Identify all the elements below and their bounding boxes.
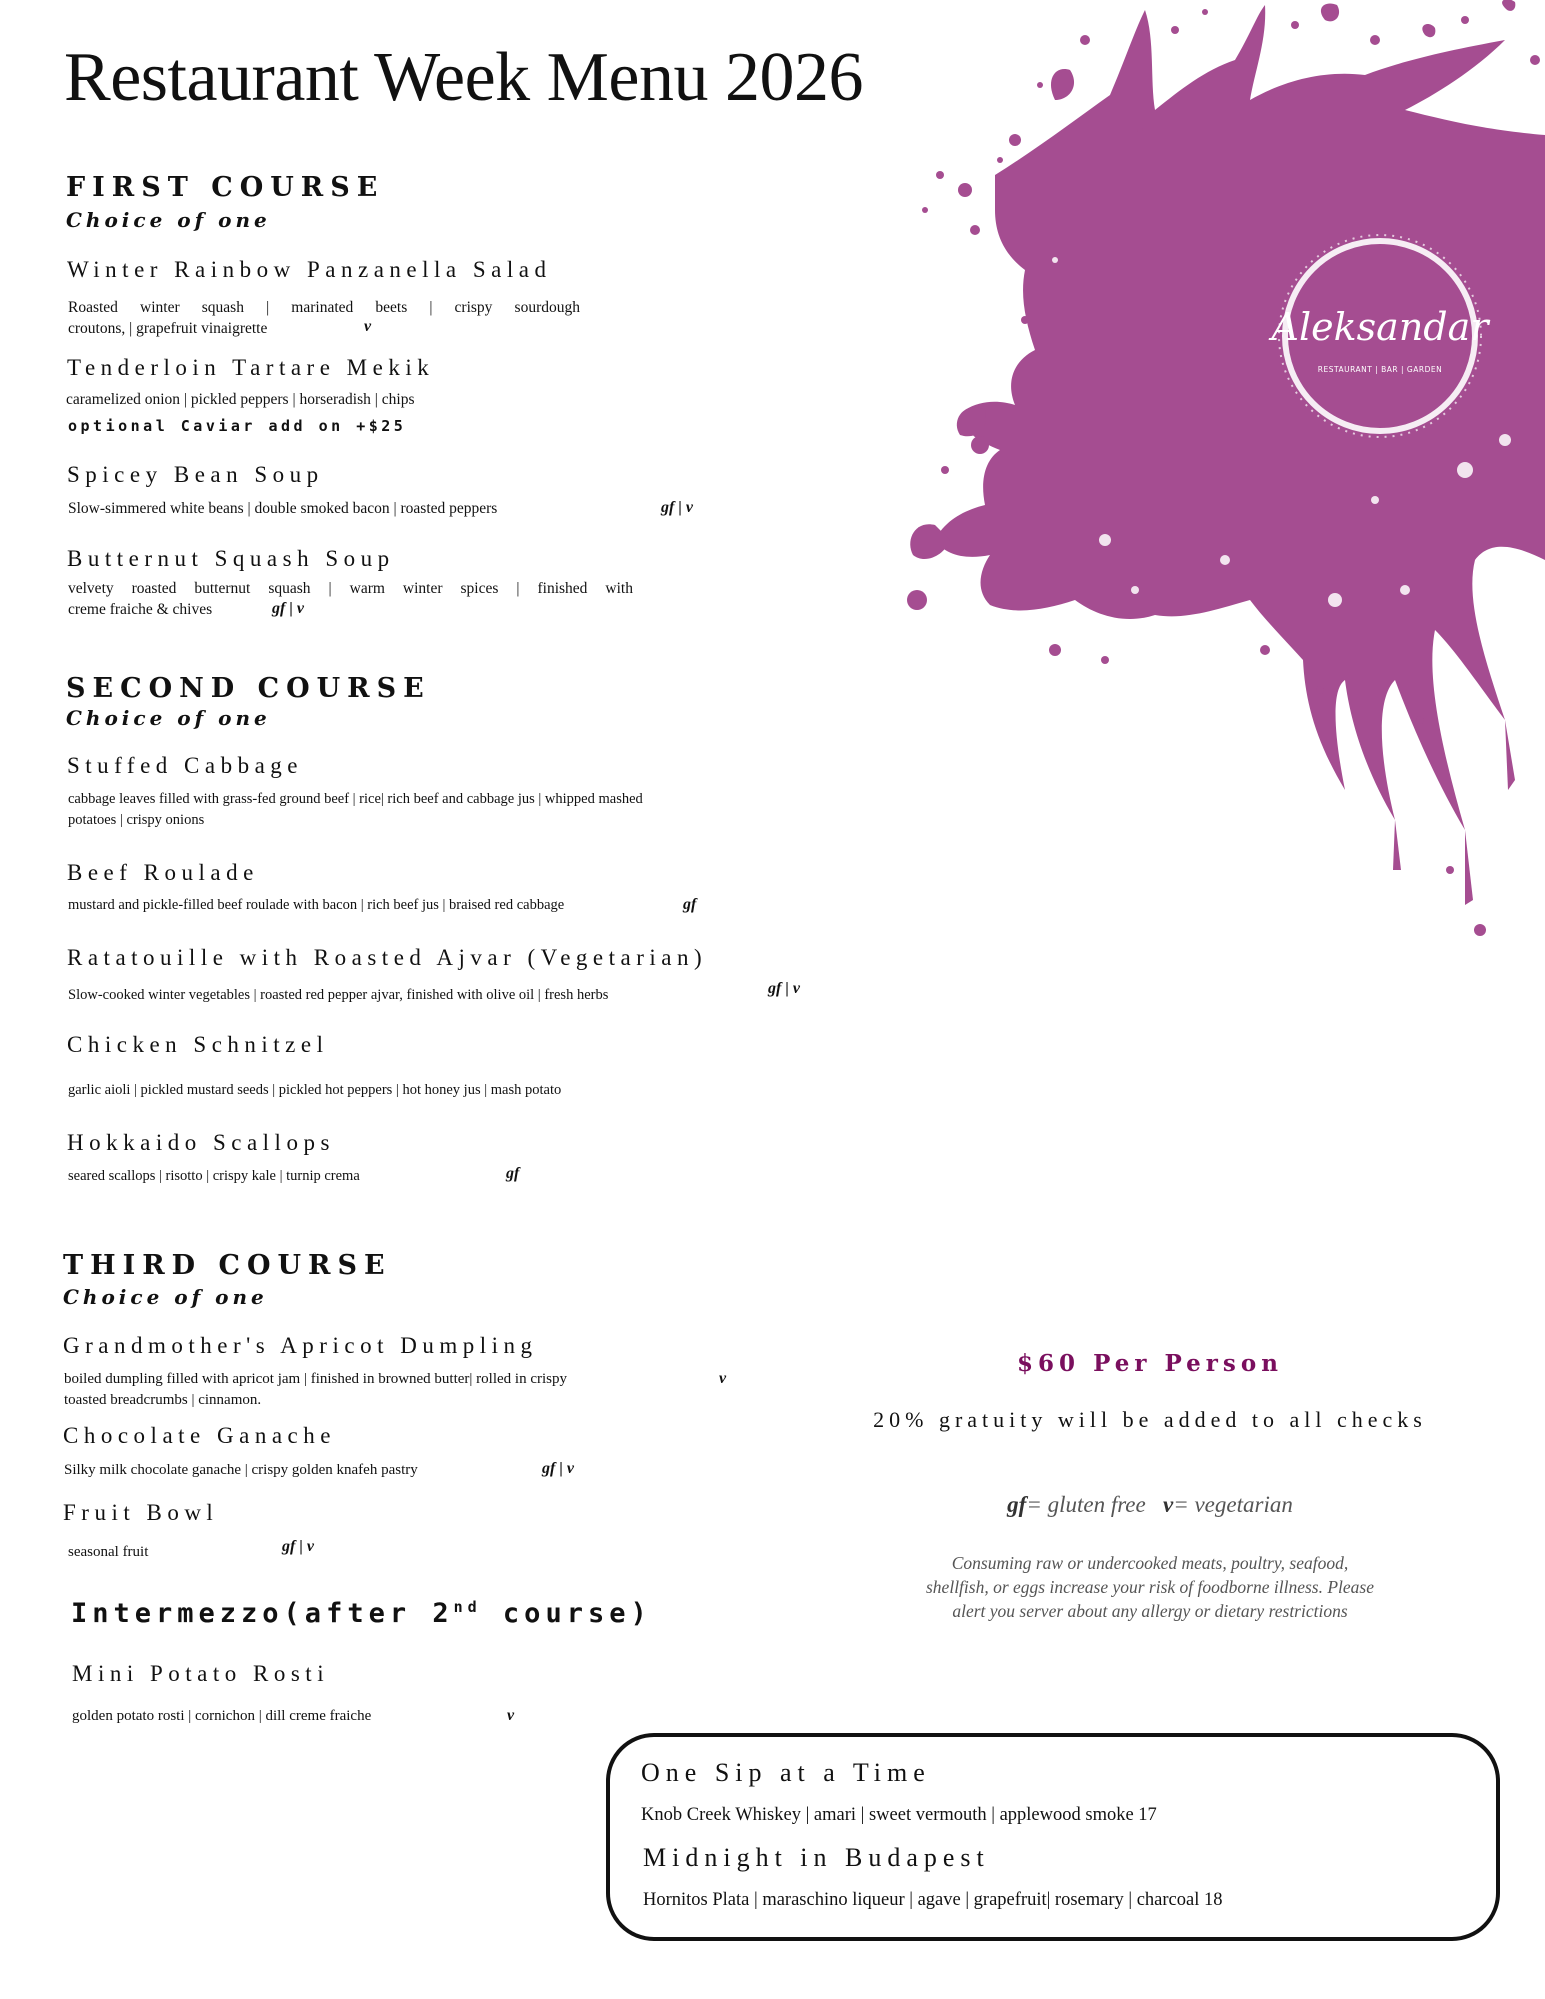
intermezzo-heading: Intermezzo(after 2nd course) (71, 1598, 652, 1629)
caviar-addon: optional Caviar add on +$25 (68, 417, 407, 435)
cocktail-name: One Sip at a Time (641, 1758, 931, 1787)
paint-splash-logo (905, 0, 1545, 940)
dish-name: Stuffed Cabbage (67, 753, 304, 778)
dietary-legend: gf= gluten free v= vegetarian (1007, 1492, 1293, 1517)
dish-description: boiled dumpling filled with apricot jam | finished in browned butter| rolled in crispy toasted breadcrumbs | cinnamon. (64, 1371, 567, 1408)
first-course-choice: Choice of one (66, 208, 271, 232)
dish-description: Silky milk chocolate ganache | crispy golden knafeh pastry (64, 1462, 418, 1478)
dietary-tag: gf | v (542, 1460, 574, 1477)
dish-name: Beef Roulade (67, 860, 259, 885)
logo-text: Aleksandar (1271, 305, 1489, 349)
dish-name: Hokkaido Scallops (67, 1130, 335, 1155)
cocktail-description: Hornitos Plata | maraschino liqueur | agave | grapefruit| rosemary | charcoal 18 (643, 1890, 1223, 1910)
second-course-heading: SECOND COURSE (66, 673, 431, 704)
dish-description: velvety roasted butternut squash | warm winter spices | finished with creme fraiche & chives (68, 580, 633, 618)
dietary-tag: gf | v (272, 600, 304, 617)
price-per-person: $60 Per Person (1017, 1350, 1283, 1377)
dish-description: Slow-cooked winter vegetables | roasted red pepper ajvar, finished with olive oil | fresh herbs (68, 987, 609, 1003)
dish-description: garlic aioli | pickled mustard seeds | pickled hot peppers | hot honey jus | mash potato (68, 1082, 562, 1098)
dish-name: Ratatouille with Roasted Ajvar (Vegetarian) (67, 945, 708, 970)
cocktail-description: Knob Creek Whiskey | amari | sweet vermouth | applewood smoke 17 (641, 1805, 1157, 1825)
dish-name: Winter Rainbow Panzanella Salad (67, 257, 552, 282)
logo-subtitle: RESTAURANT | BAR | GARDEN (1317, 365, 1443, 374)
first-course-heading: FIRST COURSE (66, 172, 385, 203)
dish-description: mustard and pickle-filled beef roulade with bacon | rich beef jus | braised red cabbage (68, 897, 565, 913)
dish-description: seasonal fruit (68, 1544, 149, 1560)
gluten-free-tag: gf (506, 1165, 520, 1182)
dish-name: Fruit Bowl (63, 1500, 219, 1525)
dish-description: golden potato rosti | cornichon | dill creme fraiche (72, 1708, 372, 1724)
dish-name: Tenderloin Tartare Mekik (67, 355, 435, 380)
dietary-tag: gf | v (768, 980, 800, 997)
food-safety-warning: Consuming raw or undercooked meats, poultry, seafood, shellfish, or eggs increase your risk of foodborne illness. Please alert you server about any allergy or dietary restrictions (926, 1553, 1374, 1621)
dish-description: caramelized onion | pickled peppers | horseradish | chips (66, 391, 415, 408)
dish-name: Mini Potato Rosti (72, 1661, 330, 1686)
dish-description: cabbage leaves filled with grass-fed ground beef | rice| rich beef and cabbage jus | whipped mashed potatoes | crispy onions (68, 791, 643, 828)
v-legend-key: v (1162, 1492, 1174, 1517)
dietary-tag: gf | v (661, 499, 693, 516)
gf-legend-key: gf (1007, 1492, 1027, 1517)
dietary-tag: gf | v (282, 1538, 314, 1555)
dish-description: Roasted winter squash | marinated beets | crispy sourdough croutons, | grapefruit vinaigrette (68, 299, 580, 337)
third-course-heading: THIRD COURSE (63, 1250, 392, 1281)
third-course-choice: Choice of one (63, 1285, 268, 1309)
dish-name: Butternut Squash Soup (67, 546, 395, 571)
vegetarian-tag: v (507, 1707, 515, 1724)
dish-name: Chicken Schnitzel (67, 1032, 329, 1057)
vegetarian-tag: v (364, 318, 372, 335)
dish-description: seared scallops | risotto | crispy kale | turnip crema (68, 1168, 360, 1184)
vegetarian-tag: v (719, 1370, 727, 1387)
dish-name: Grandmother's Apricot Dumpling (63, 1333, 538, 1358)
dish-name: Chocolate Ganache (63, 1423, 336, 1448)
page-title: Restaurant Week Menu 2026 (64, 39, 863, 116)
gluten-free-tag: gf (683, 896, 697, 913)
second-course-choice: Choice of one (66, 706, 271, 730)
cocktail-name: Midnight in Budapest (643, 1843, 990, 1872)
dish-description: Slow-simmered white beans | double smoked bacon | roasted peppers (68, 500, 498, 517)
gratuity-note: 20% gratuity will be added to all checks (873, 1407, 1427, 1432)
dish-name: Spicey Bean Soup (67, 462, 324, 487)
